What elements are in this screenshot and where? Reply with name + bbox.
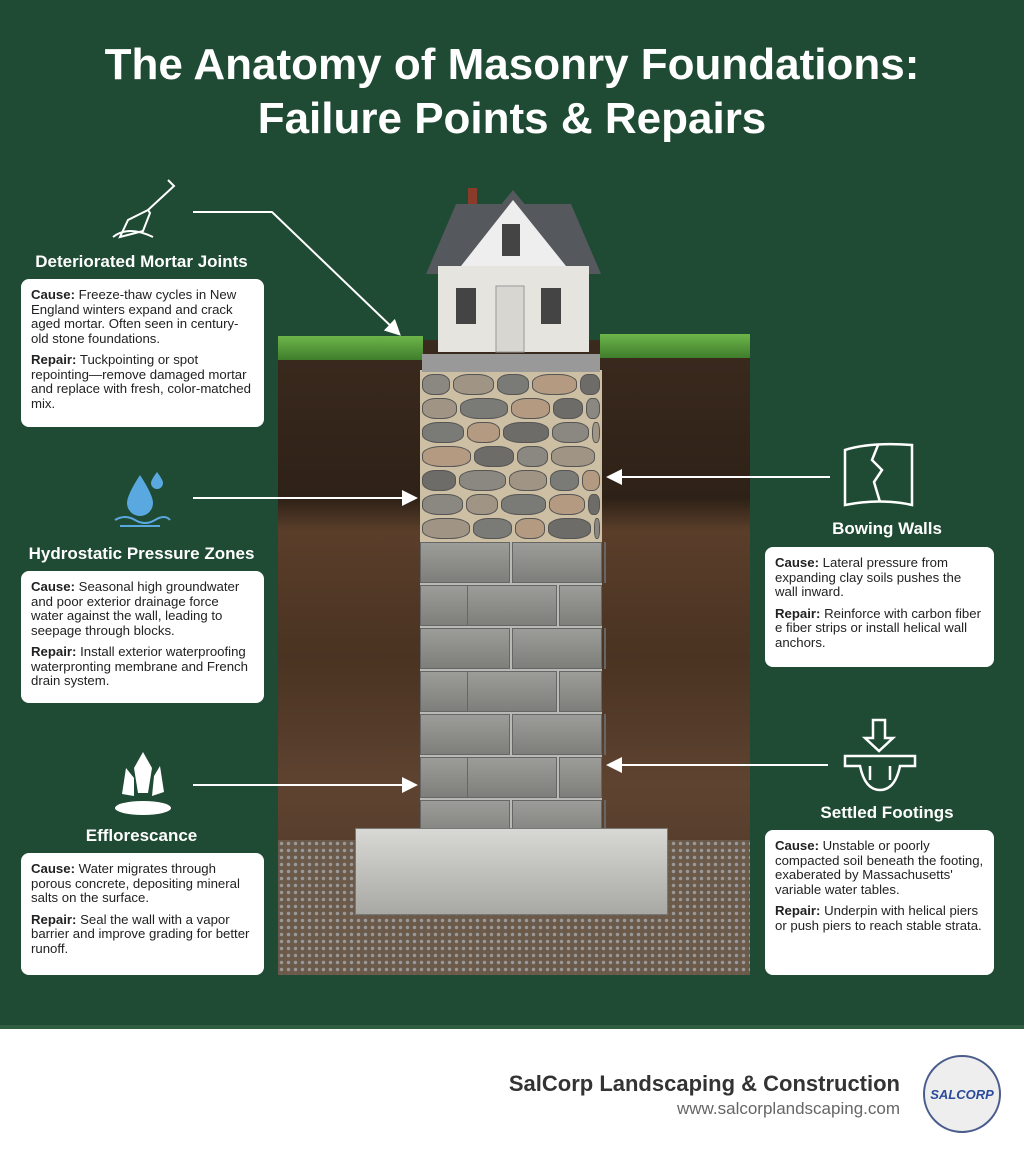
- heading-hydrostatic-pressure: Hydrostatic Pressure Zones: [28, 544, 255, 563]
- card-efflorescence: Cause: Water migrates through porous concrete, depositing mineral salts on the surface. Repair: Seal the wall with a vapor barrier and improve grading for better runoff.: [21, 853, 264, 975]
- crystal-icon: [108, 748, 178, 818]
- heading-settled-footings: Settled Footings: [820, 803, 954, 822]
- settling-footing-icon: [840, 718, 920, 793]
- footer: [0, 1025, 1024, 1154]
- card-bowing-walls: Cause: Lateral pressure from expanding clay soils pushes the wall inward. Repair: Reinforce with carbon fiber e fiber strips or install helical wall anchors.: [765, 547, 994, 667]
- card-hydrostatic-pressure: Cause: Seasonal high groundwater and poor exterior drainage force water against the wall, leading to seepage through blocks. Repair: Install exterior waterproofing waterpronting membrane and French drain system.: [21, 571, 264, 703]
- company-name: SalCorp Landscaping & Construction: [508, 1071, 900, 1096]
- cracked-wall-icon: [840, 440, 915, 510]
- heading-efflorescence: Efflorescance: [85, 826, 198, 845]
- heading-mortar-joints: Deteriorated Mortar Joints: [35, 252, 248, 271]
- card-settled-footings: Cause: Unstable or poorly compacted soil beneath the footing, exaberated by Massachusetts' variable water tables. Repair: Underpin with helical piers or push piers to reach stable strata.: [765, 830, 994, 975]
- trowel-icon: [108, 175, 178, 240]
- company-url[interactable]: www.salcorplandscaping.com: [677, 1099, 900, 1118]
- water-drop-icon: [105, 470, 175, 530]
- page-title: The Anatomy of Masonry Foundations: Failure Points & Repairs: [104, 40, 920, 143]
- company-logo: SALCORP: [923, 1055, 1001, 1133]
- card-mortar-joints: Cause: Freeze-thaw cycles in New England winters expand and crack aged mortar. Often seen in century-old stone foundations. Repair: Tuckpointing or spot repointing—remove damaged mortar and replace with fresh, color-matched mix.: [21, 279, 264, 427]
- heading-bowing-walls: Bowing Walls: [832, 519, 942, 538]
